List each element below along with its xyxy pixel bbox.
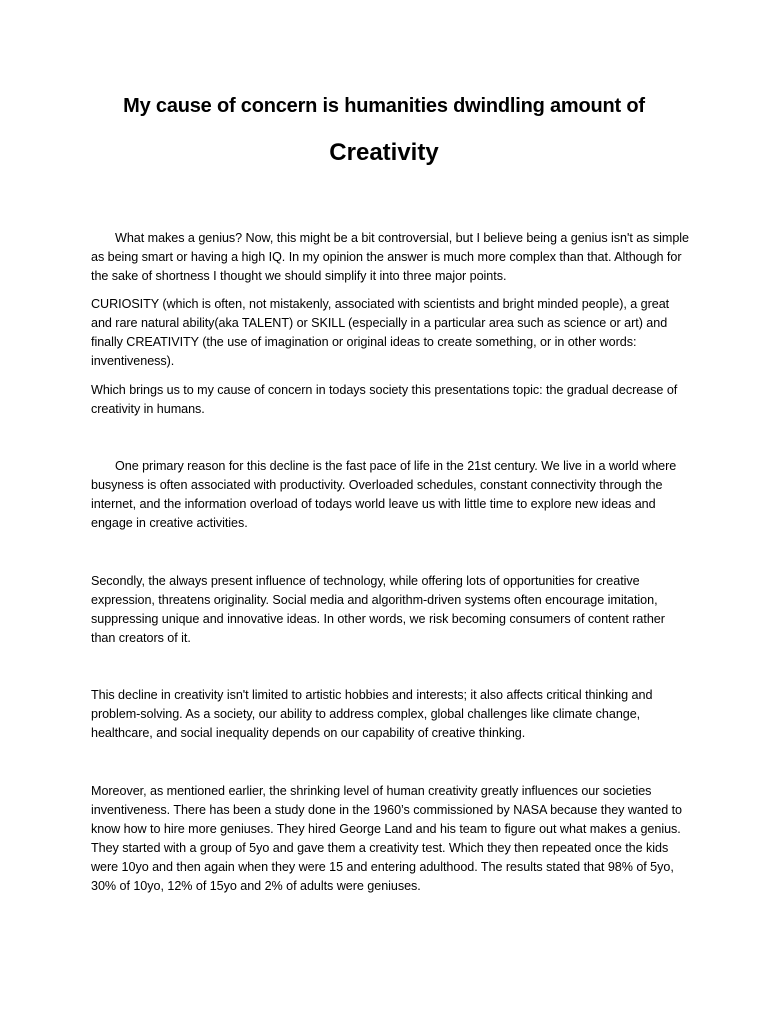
paragraph-three-points: CURIOSITY (which is often, not mistakenly, associated with scientists and bright minded people), a great and rare natural ability(aka TALENT) or SKILL (especially in a particular area such as science or art) and finally CREATIVITY (the use of imagination or original ideas to create something, or in other words: inventiveness). (91, 297, 670, 368)
paragraph-critical-thinking: This decline in creativity isn't limited to artistic hobbies and interests; it also affects critical thinking and problem-solving. As a society, our ability to address complex, global challenges like climate change, healthcare, and social inequality depends on our capability of creative thinking. (91, 688, 653, 740)
paragraph-fast-pace: One primary reason for this decline is the fast pace of life in the 21st century. We live in a world where busyness is often associated with productivity. Overloaded schedules, constant connectivity through the internet, and the information overload of todays world leave us with little time to explore new ideas and engage in creative activities. (91, 459, 677, 530)
paragraph-genius-intro: What makes a genius? Now, this might be a bit controversial, but I believe being a genius isn't as simple as being smart or having a high IQ. In my opinion the answer is much more complex than that. Although for the sake of shortness I thought we should simplify it into three major points. (91, 231, 689, 283)
document-title-line-2: Creativity (329, 139, 439, 166)
paragraph-nasa-study: Moreover, as mentioned earlier, the shrinking level of human creativity greatly influences our societies inventiveness. There has been a study done in the 1960’s commissioned by NASA because they wanted to know how to hire more geniuses. They hired George Land and his team to figure out what makes a genius. They started with a group of 5yo and gave them a creativity test. Which they then repeated once the kids were 10yo and then again when they were 15 and entering adulthood. The results stated that 98% of 5yo, 30% of 10yo, 12% of 15yo and 2% of adults were geniuses. (91, 784, 683, 893)
paragraph-topic: Which brings us to my cause of concern in todays society this presentations topic: the gradual decrease of creativity in humans. (91, 383, 678, 416)
paragraph-technology: Secondly, the always present influence of technology, while offering lots of opportunities for creative expression, threatens originality. Social media and algorithm-driven systems often encourage imitation, suppressing unique and innovative ideas. In other words, we risk becoming consumers of content rather than creators of it. (91, 574, 665, 645)
document-title-line-1: My cause of concern is humanities dwindling amount of (123, 95, 645, 117)
